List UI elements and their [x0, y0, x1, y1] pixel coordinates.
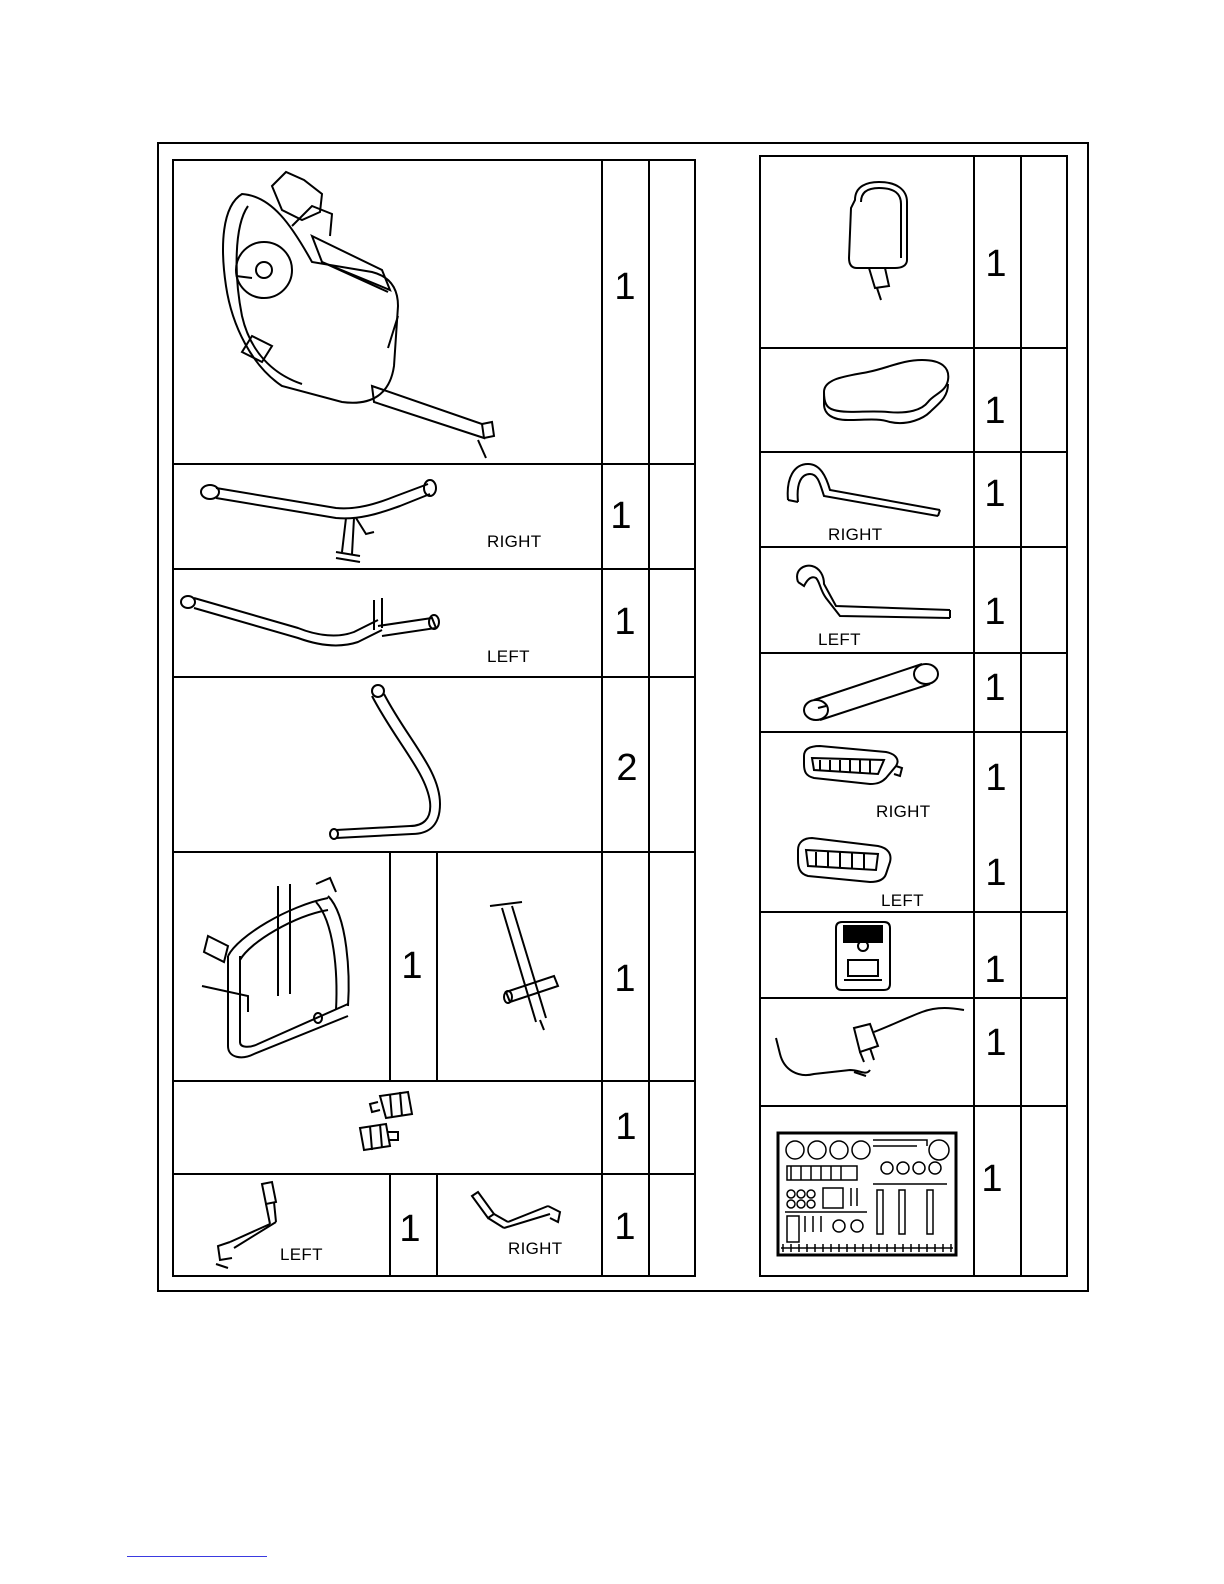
side-label: RIGHT	[828, 525, 883, 544]
tube-icon	[798, 660, 942, 724]
quantity: 1	[985, 757, 1007, 799]
hardware-card-icon	[777, 1132, 957, 1256]
crank-right-icon	[468, 1190, 564, 1240]
quantity: 1	[399, 1208, 421, 1250]
t-crossbar-icon	[486, 898, 562, 1032]
quantity: 1	[614, 266, 636, 308]
quantity: 1	[984, 591, 1006, 633]
quantity: 2	[616, 747, 638, 789]
quantity: 1	[984, 949, 1006, 991]
quantity: 1	[984, 667, 1006, 709]
crank-left-icon	[210, 1180, 282, 1270]
quantity: 1	[985, 243, 1007, 285]
quantity: 1	[984, 473, 1006, 515]
handlebar-left-icon	[790, 562, 952, 622]
quantity: 1	[614, 958, 636, 1000]
quantity: 1	[401, 945, 423, 987]
seat-icon	[818, 358, 952, 430]
side-label: LEFT	[881, 891, 924, 910]
quantity: 1	[614, 1206, 636, 1248]
side-label: LEFT	[487, 647, 530, 666]
handlebar-right-icon	[784, 460, 944, 520]
quantity: 1	[610, 495, 632, 537]
side-label: RIGHT	[487, 532, 542, 551]
quantity: 1	[981, 1158, 1003, 1200]
pedal-right-icon	[800, 744, 904, 786]
side-label: LEFT	[818, 630, 861, 649]
side-label: RIGHT	[876, 802, 931, 821]
quantity: 1	[615, 1106, 637, 1148]
console-icon	[834, 920, 892, 992]
quantity: 1	[984, 390, 1006, 432]
quantity: 1	[985, 852, 1007, 894]
quantity: 1	[614, 601, 636, 643]
knob-icon	[356, 1088, 418, 1152]
pedal-arm-left-icon	[178, 590, 442, 652]
front-frame-icon	[198, 876, 354, 1066]
side-label: RIGHT	[508, 1239, 563, 1258]
curved-tube-icon	[326, 682, 442, 840]
pedal-arm-right-icon	[196, 474, 442, 564]
adapter-icon	[770, 1004, 968, 1086]
pedal-left-icon	[794, 836, 894, 884]
backrest-icon	[845, 180, 909, 302]
footer-link-underline[interactable]	[127, 1556, 267, 1557]
main-frame-icon	[212, 166, 502, 462]
quantity: 1	[985, 1022, 1007, 1064]
side-label: LEFT	[280, 1245, 323, 1264]
